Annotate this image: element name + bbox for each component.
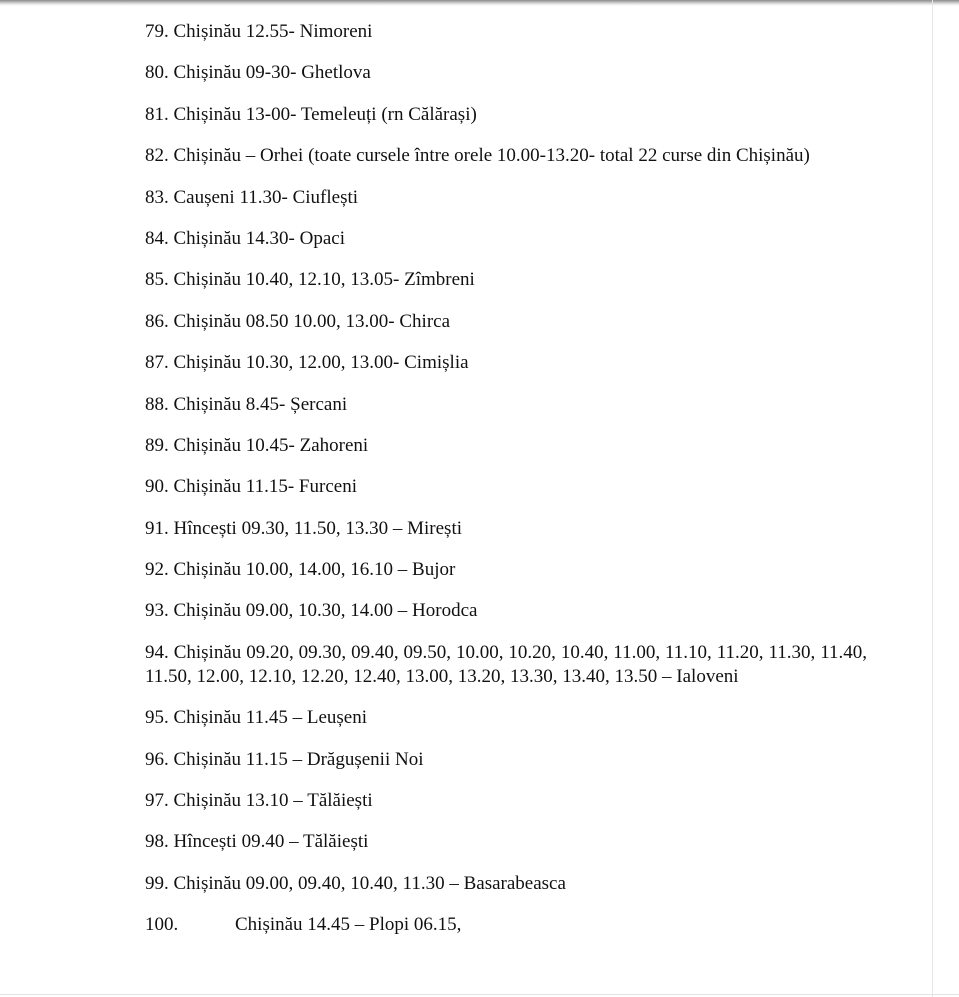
item-number: 90. xyxy=(145,476,169,498)
item-number: 100. xyxy=(145,914,179,936)
item-text: Chișinău 09.20, 09.30, 09.40, 09.50, 10.00, 10.20, 10.40, 11.00, 11.10, 11.20, 11.30, 11.40, 11.50, 12.00, 12.10, 12.20, 12.40, 13.00, 13.20, 13.30, 13.40, 13.50 – Ialoveni xyxy=(145,641,867,687)
list-item xyxy=(145,599,867,623)
item-number: 85. xyxy=(145,269,169,291)
list-item xyxy=(145,103,867,127)
list-item xyxy=(145,351,867,375)
item-text: Chișinău 08.50 10.00, 13.00- Chirca xyxy=(173,310,451,332)
item-number: 93. xyxy=(145,600,169,622)
item-text: Chișinău 09.00, 09.40, 10.40, 11.30 – Basarabeasca xyxy=(173,872,566,894)
item-number: 87. xyxy=(145,352,169,374)
item-text: Hîncești 09.40 – Tălăiești xyxy=(173,831,369,853)
item-text: Chișinău 8.45- Șercani xyxy=(173,393,348,415)
page-right-edge xyxy=(932,0,933,997)
item-text: Chișinău 10.00, 14.00, 16.10 – Bujor xyxy=(173,559,456,581)
list-item xyxy=(145,393,867,417)
item-number: 80. xyxy=(145,62,169,84)
item-text: Chișinău 10.30, 12.00, 13.00- Cimișlia xyxy=(173,352,469,374)
item-number: 89. xyxy=(145,434,169,456)
item-number: 91. xyxy=(145,517,169,539)
list-item xyxy=(145,830,867,854)
item-text: Hîncești 09.30, 11.50, 13.30 – Mirești xyxy=(173,517,462,539)
page-bottom-edge xyxy=(0,994,959,995)
list-item xyxy=(145,748,867,772)
list-item xyxy=(145,517,867,541)
top-shadow xyxy=(0,0,959,6)
item-text: Chișinău 10.45- Zahoreni xyxy=(173,434,369,456)
item-number: 96. xyxy=(145,748,169,770)
item-text: Chișinău 14.30- Opaci xyxy=(173,227,346,249)
item-text: Chișinău 14.45 – Plopi 06.15, xyxy=(235,914,462,936)
route-list xyxy=(145,20,867,955)
item-text: Chișinău 10.40, 12.10, 13.05- Zîmbreni xyxy=(173,269,475,291)
item-number: 92. xyxy=(145,559,169,581)
list-item xyxy=(145,186,867,210)
list-item xyxy=(145,20,867,44)
item-text: Chișinău 13.10 – Tălăiești xyxy=(173,790,373,812)
item-number: 94. xyxy=(145,641,169,663)
list-item xyxy=(145,789,867,813)
item-number: 97. xyxy=(145,790,169,812)
list-item xyxy=(145,558,867,582)
item-text: Chișinău 11.15- Furceni xyxy=(173,476,357,498)
list-item xyxy=(145,475,867,499)
item-number: 81. xyxy=(145,103,169,125)
item-number: 86. xyxy=(145,310,169,332)
list-item xyxy=(145,434,867,458)
item-text: Chișinău 09-30- Ghetlova xyxy=(173,62,371,84)
item-text: Chișinău 11.45 – Leușeni xyxy=(173,707,367,729)
item-text: Chișinău – Orhei (toate cursele între orele 10.00-13.20- total 22 curse din Chișinău) xyxy=(173,145,810,167)
list-item xyxy=(145,268,867,292)
list-item xyxy=(145,61,867,85)
item-text: Chișinău 12.55- Nimoreni xyxy=(173,21,373,42)
list-item xyxy=(145,872,867,896)
item-text: Chișinău 09.00, 10.30, 14.00 – Horodca xyxy=(173,600,478,622)
list-item xyxy=(145,706,867,730)
item-number: 95. xyxy=(145,707,169,729)
item-number: 99. xyxy=(145,872,169,894)
item-text: Chișinău 13-00- Temeleuți (rn Călărași) xyxy=(173,103,477,125)
list-item xyxy=(145,144,867,168)
list-item xyxy=(145,641,867,689)
item-number: 83. xyxy=(145,186,169,208)
item-text: Caușeni 11.30- Ciuflești xyxy=(173,186,359,208)
item-text: Chișinău 11.15 – Drăgușenii Noi xyxy=(173,748,424,770)
list-item xyxy=(145,310,867,334)
list-item xyxy=(145,913,867,937)
item-number: 79. xyxy=(145,21,169,42)
list-item xyxy=(145,227,867,251)
item-number: 88. xyxy=(145,393,169,415)
item-number: 98. xyxy=(145,831,169,853)
item-number: 82. xyxy=(145,145,169,167)
item-number: 84. xyxy=(145,227,169,249)
